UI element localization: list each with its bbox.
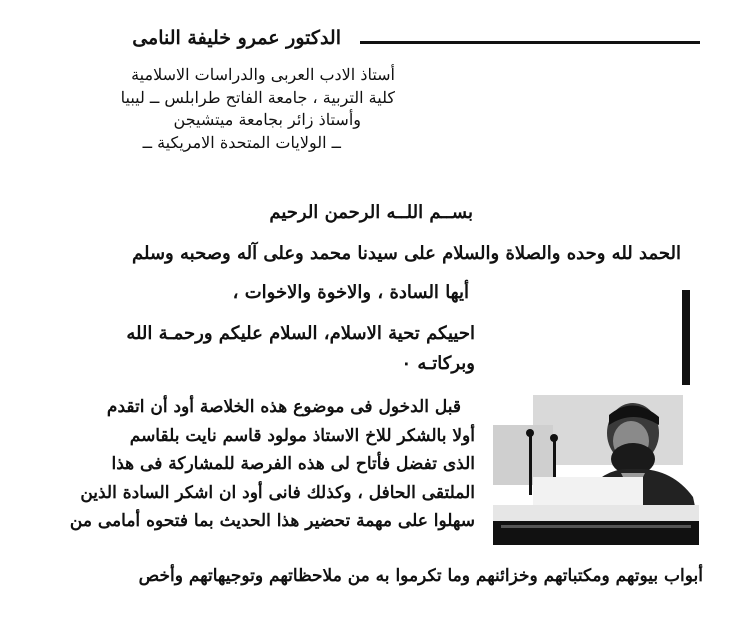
- greeting-line-end: وبركاتـه ٠: [401, 353, 475, 374]
- address-line: أيها السادة ، والاخوة والاخوات ،: [232, 282, 469, 303]
- affiliation-line: أستاذ الادب العربى والدراسات الاسلامية: [131, 65, 395, 84]
- author-affiliation: [121, 64, 395, 154]
- body-paragraph: [69, 393, 475, 536]
- paragraph-line: سهلوا على مهمة تحضير هذا الحديث بما فتحوه أمامى من: [69, 511, 475, 531]
- paragraph-line: أولا بالشكر للاخ الاستاذ مولود قاسم نايت بلقاسم: [129, 425, 475, 446]
- paragraph-continuation-line: أبواب بيوتهم ومكتباتهم وخزائنهم وما تكرموا به من ملاحظاتهم وتوجيهاتهم وأخص: [138, 566, 703, 586]
- affiliation-line: ــ الولايات المتحدة الامريكية ــ: [142, 132, 341, 152]
- affiliation-line: وأستاذ زائر بجامعة ميتشيجن: [173, 110, 361, 129]
- hamdala-line: الحمد لله وحده والصلاة والسلام على سيدنا محمد وعلى آله وصحبه وسلم: [132, 243, 681, 264]
- header-rule: [360, 41, 700, 44]
- paragraph-line: الذى تفضل فأتاح لى هذه الفرصة للمشاركة فى هذا: [111, 454, 475, 474]
- author-name: الدكتور عمرو خليفة النامى: [132, 27, 341, 49]
- paragraph-line: الملتقى الحافل ، وكذلك فانى أود ان اشكر السادة الذين: [80, 482, 475, 503]
- speaker-photo-drawing: [493, 385, 699, 545]
- paragraph-line: قبل الدخول فى موضوع هذه الخلاصة أود أن اتقدم: [106, 397, 461, 417]
- speaker-photo: [493, 385, 699, 545]
- basmala: بســم اللــه الرحمن الرحيم: [269, 202, 473, 223]
- affiliation-line: كلية التربية ، جامعة الفاتح طرابلس ــ ليبيا: [120, 87, 395, 107]
- greeting-line: احييكم تحية الاسلام، السلام عليكم ورحمـة الله: [126, 323, 475, 344]
